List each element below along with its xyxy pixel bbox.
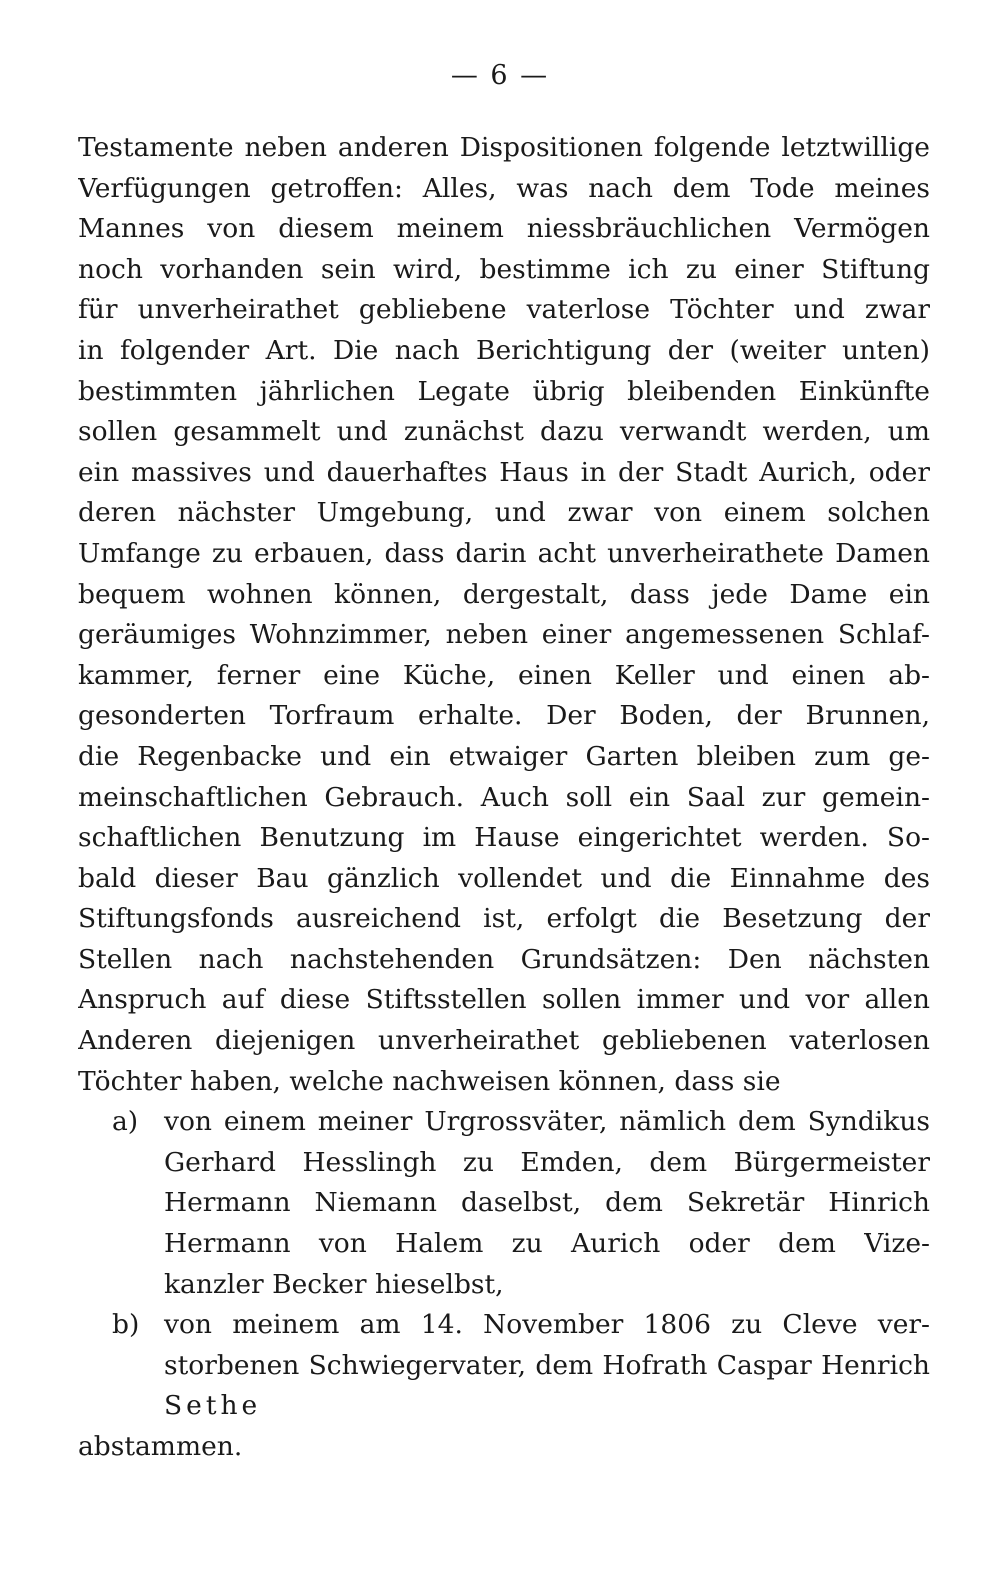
text-line: geräumiges Wohnzimmer, neben einer angemessenen Schlaf-	[78, 619, 930, 651]
text-line: Testamente neben anderen Dispositionen folgende letztwillige	[78, 132, 930, 163]
text-line: Töchter haben, welche nachweisen können, dass sie	[78, 1065, 781, 1097]
list-item-line: kanzler Becker hieselbst,	[164, 1268, 504, 1300]
text-line: sollen gesammelt und zunächst dazu verwandt werden, um	[78, 416, 930, 448]
text-line: Mannes von diesem meinem niessbräuchlichen Vermögen	[78, 213, 930, 245]
list-item-b	[78, 1305, 930, 1427]
list-item-line	[78, 1305, 930, 1346]
text-line: in folgender Art. Die nach Berichtigung der (weiter unten)	[78, 334, 930, 366]
text-line: meinschaftlichen Gebrauch. Auch soll ein Saal zur gemein-	[78, 781, 930, 813]
text-line: bald dieser Bau gänzlich vollendet und die Einnahme des	[78, 862, 930, 894]
list-item-line	[78, 1102, 930, 1143]
list-item-label: b)	[112, 1309, 140, 1341]
text-line: schaftlichen Benutzung im Hause eingerichtet werden. So-	[78, 822, 930, 854]
main-paragraph	[78, 128, 930, 1102]
list-item-line: storbenen Schwiegervater, dem Hofrath Caspar Henrich	[164, 1349, 930, 1381]
text-line: Stellen nach nachstehenden Grundsätzen: Den nächsten	[78, 943, 930, 975]
list-item-line: Sethe	[164, 1390, 262, 1422]
text-line: Verfügungen getroffen: Alles, was nach dem Tode meines	[78, 172, 930, 204]
closing-line: abstammen.	[78, 1431, 243, 1462]
text-line: kammer, ferner eine Küche, einen Keller und einen ab-	[78, 659, 930, 691]
list-item-text: von einem meiner Urgrossväter, nämlich dem Syndikus	[164, 1106, 930, 1138]
page-number: — 6 —	[450, 60, 550, 91]
text-line: Stiftungsfonds ausreichend ist, erfolgt die Besetzung der	[78, 903, 930, 935]
list-item-a	[78, 1102, 930, 1305]
text-line: die Regenbacke und ein etwaiger Garten bleiben zum ge-	[78, 740, 930, 772]
text-line: gesonderten Torfraum erhalte. Der Boden, der Brunnen,	[78, 700, 930, 732]
text-line: für unverheirathet gebliebene vaterlose Töchter und zwar	[78, 294, 930, 326]
body-text	[78, 128, 930, 1468]
text-line: bestimmten jährlichen Legate übrig bleibenden Einkünfte	[78, 375, 930, 407]
text-line: Anderen diejenigen unverheirathet gebliebenen vaterlosen	[78, 1025, 930, 1057]
text-line: noch vorhanden sein wird, bestimme ich zu einer Stiftung	[78, 253, 930, 285]
list-item-text: von meinem am 14. November 1806 zu Cleve ver-	[164, 1309, 930, 1341]
text-line: ein massives und dauerhaftes Haus in der Stadt Aurich, oder	[78, 456, 930, 488]
text-line: Anspruch auf diese Stiftsstellen sollen immer und vor allen	[78, 984, 930, 1016]
text-line: bequem wohnen können, dergestalt, dass jede Dame ein	[78, 578, 930, 610]
text-line: deren nächster Umgebung, und zwar von einem solchen	[78, 497, 930, 529]
list-item-line: Gerhard Hesslingh zu Emden, dem Bürgermeister	[164, 1146, 930, 1178]
list-item-label: a)	[112, 1106, 139, 1138]
list-item-line: Hermann von Halem zu Aurich oder dem Vize-	[164, 1228, 930, 1260]
text-line: Umfange zu erbauen, dass darin acht unverheirathete Damen	[78, 537, 930, 569]
list-item-line: Hermann Niemann daselbst, dem Sekretär Hinrich	[164, 1187, 930, 1219]
